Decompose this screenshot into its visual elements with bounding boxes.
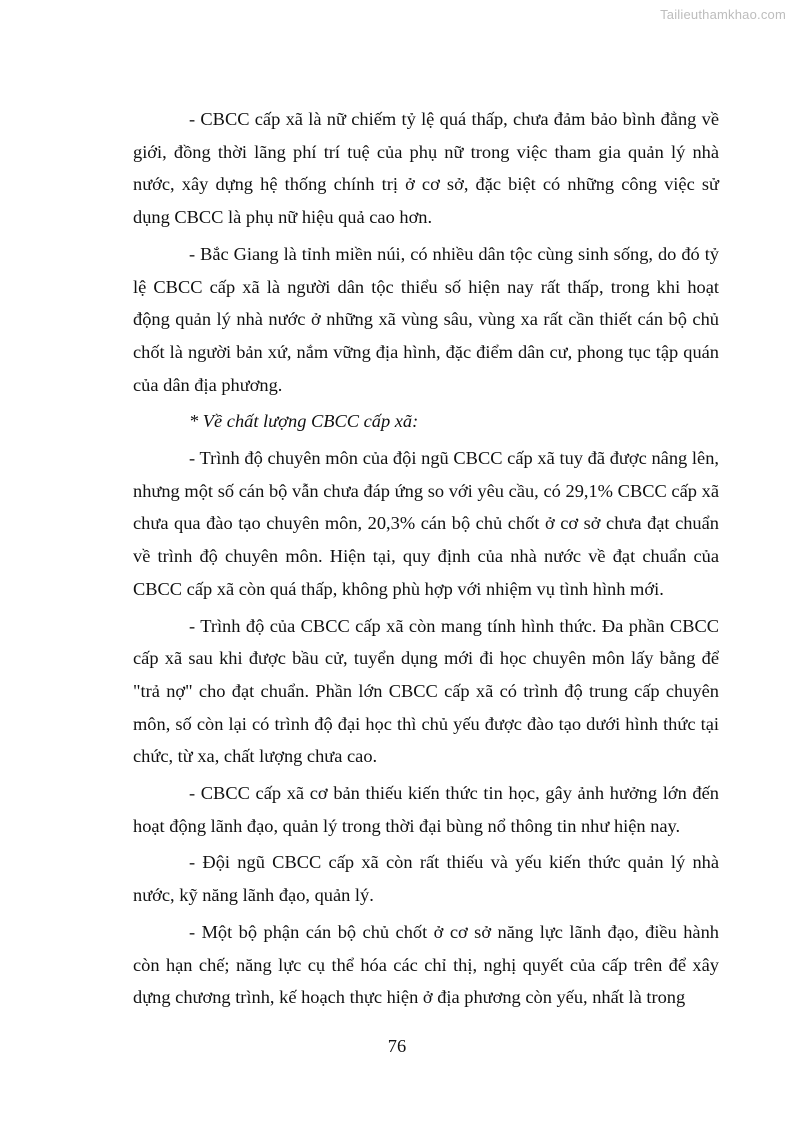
paragraph-professional-qualification: - Trình độ chuyên môn của đội ngũ CBCC cấp xã tuy đã được nâng lên, nhưng một số cán bộ vẫn chưa đáp ứng so với yêu cầu, có 29,1% CBCC cấp xã chưa qua đào tạo chuyên môn, 20,3% cán bộ chủ chốt ở cơ sở chưa đạt chuẩn về trình độ chuyên môn. Hiện tại, quy định của nhà nước về đạt chuẩn của CBCC cấp xã còn quá thấp, không phù hợp với nhiệm vụ tình hình mới. xyxy=(133,448,719,599)
paragraph-female-officials: - CBCC cấp xã là nữ chiếm tỷ lệ quá thấp, chưa đảm bảo bình đẳng về giới, đồng thời lãng phí trí tuệ của phụ nữ trong việc tham gia quản lý nhà nước, xây dựng hệ thống chính trị ở cơ sở, đặc biệt có những công việc sử dụng CBCC là phụ nữ hiệu quả cao hơn. xyxy=(133,109,719,228)
paragraph-leadership-capacity: - Một bộ phận cán bộ chủ chốt ở cơ sở năng lực lãnh đạo, điều hành còn hạn chế; năng lực cụ thể hóa các chỉ thị, nghị quyết của cấp trên để xây dựng chương trình, kế hoạch thực hiện ở địa phương còn yếu, nhất là trong xyxy=(133,921,719,1008)
section-heading-quality: * Về chất lượng CBCC cấp xã: xyxy=(189,411,419,432)
paragraph-formal-qualification: - Trình độ của CBCC cấp xã còn mang tính hình thức. Đa phần CBCC cấp xã sau khi được bầu cử, tuyển dụng mới đi học chuyên môn lấy bằng để "trả nợ" cho đạt chuẩn. Phần lớn CBCC cấp xã có trình độ trung cấp chuyên môn, số còn lại có trình độ đại học thì chủ yếu được đào tạo dưới hình thức tại chức, từ xa, chất lượng chưa cao. xyxy=(133,615,719,767)
paragraph-management-knowledge: - Đội ngũ CBCC cấp xã còn rất thiếu và yếu kiến thức quản lý nhà nước, kỹ năng lãnh đạo, quản lý. xyxy=(133,852,719,906)
document-body xyxy=(133,103,719,1018)
page-number: 76 xyxy=(387,1036,407,1056)
paragraph-ethnic-minority-officials: - Bắc Giang là tỉnh miền núi, có nhiều dân tộc cùng sinh sống, do đó tỷ lệ CBCC cấp xã là người dân tộc thiểu số hiện nay rất thấp, trong khi hoạt động quản lý nhà nước ở những xã vùng sâu, vùng xa rất cần thiết cán bộ chủ chốt là người bản xứ, nắm vững địa hình, đặc điểm dân cư, phong tục tập quán của dân địa phương. xyxy=(133,243,719,395)
paragraph-it-knowledge: - CBCC cấp xã cơ bản thiếu kiến thức tin học, gây ảnh hưởng lớn đến hoạt động lãnh đạo, quản lý trong thời đại bùng nổ thông tin như hiện nay. xyxy=(133,783,719,836)
watermark: Tailieuthamkhao.com xyxy=(660,7,786,22)
